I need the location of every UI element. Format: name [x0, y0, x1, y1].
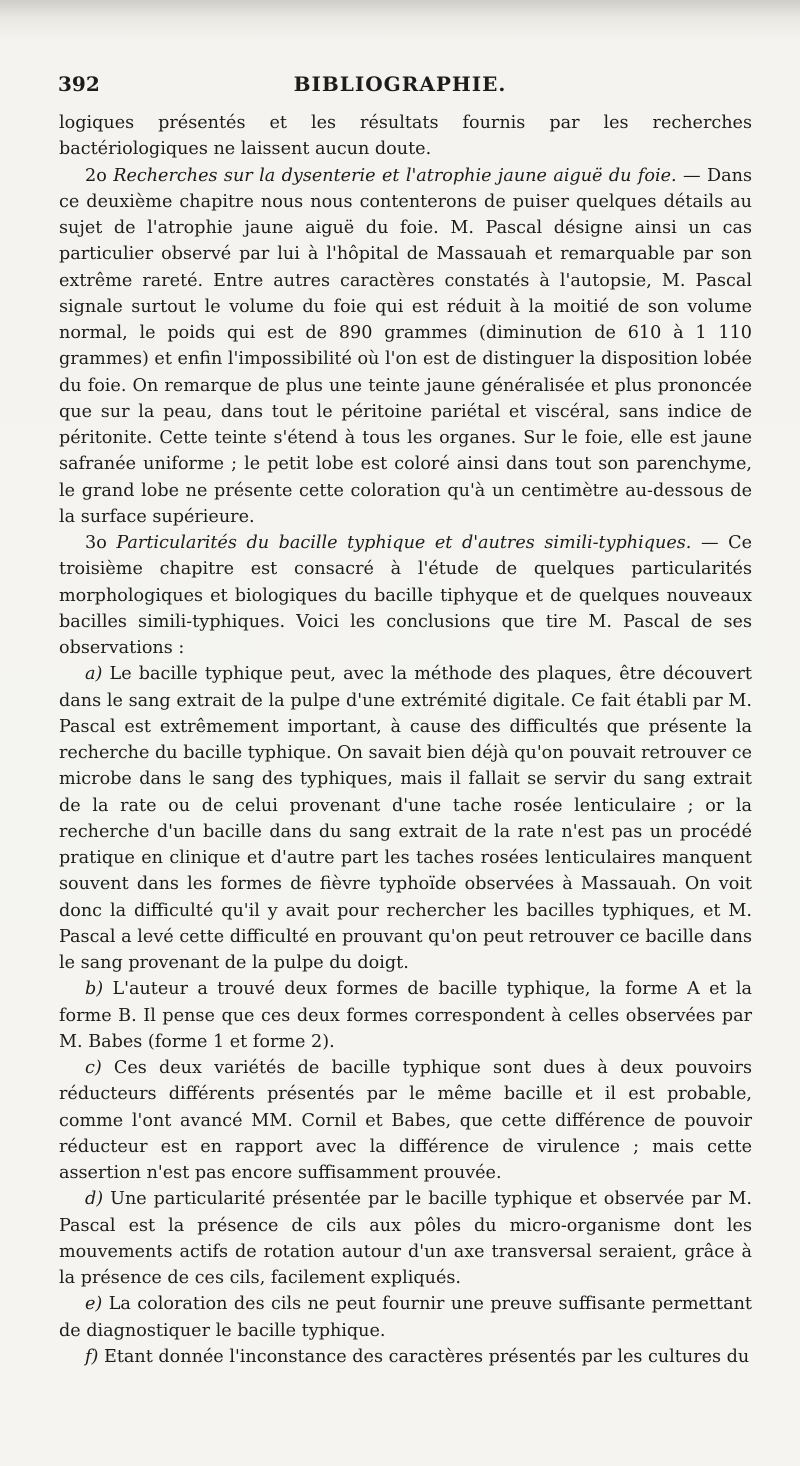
conclusion-a [59, 661, 752, 976]
conclusion-e [59, 1291, 752, 1344]
section-number: 3o [85, 533, 107, 553]
item-text: Le bacille typhique peut, avec la méthode des plaques, être découvert dans le sang extrait de la pulpe d'une extrémité digitale. Ce fait établi par M. Pascal est extrêmement important, à cause des difficultés que présente la recherche du bacille typhique. On savait bien déjà qu'on pouvait retrouver ce microbe dans le sang des typhiques, mais il fallait se servir du sang extrait de la rate ou de celui provenant d'une tache rosée lenticulaire ; or la recherche d'un bacille dans du sang extrait de la rate n'est pas un procédé pratique en clinique et d'autre part les taches rosées lenticulaires manquent souvent dans les formes de fièvre typhoïde observées à Massauah. On voit donc la difficulté qu'il y avait pour rechercher les bacilles typhiques, et M. Pascal a levé cette difficulté en prouvant qu'on peut retrouver ce bacille dans le sang provenant de la pulpe du doigt. [59, 664, 752, 973]
item-text: Etant donnée l'inconstance des caractères présentés par les cultures du [98, 1346, 750, 1367]
section-text: — Ce troisième chapitre est consacré à l'étude de quelques particularités morphologiques et biologiques du bacille tiphyque et de quelques nouveaux bacilles simili-typhiques. Voici les conclusions que tire M. Pascal de ses observations : [59, 533, 753, 658]
item-letter: a) [85, 664, 103, 685]
item-text: Ces deux variétés de bacille typhique sont dues à deux pouvoirs réducteurs différents présentés par le même bacille et il est probable, comme l'ont avancé MM. Cornil et Babes, que cette différence de pouvoir réducteur est en rapport avec la différence de virulence ; mais cette assertion n'est pas encore suffisamment prouvée. [59, 1058, 752, 1183]
item-text: Une particularité présentée par le bacille typhique et observée par M. Pascal est la présence de cils aux pôles du micro-organisme dont les mouvements actifs de rotation autour d'un axe transversal seraient, grâce à la présence de ces cils, facilement expliqués. [59, 1189, 752, 1288]
section-bacille-typhique [59, 530, 752, 661]
conclusion-b [59, 976, 752, 1055]
section-heading: Particularités du bacille typhique et d'autres simili-typhiques. [116, 533, 692, 553]
paragraph-continuation: logiques présentés et les résultats fournis par les recherches bactériologiques ne laissent aucun doute. [59, 113, 752, 160]
page-number: 392 [58, 72, 100, 96]
item-letter: d) [85, 1189, 104, 1210]
item-letter: b) [85, 979, 104, 1000]
section-dysenterie [59, 163, 752, 531]
item-text: L'auteur a trouvé deux formes de bacille typhique, la forme A et la forme B. Il pense que ces deux formes correspondent à celles observées par M. Babes (forme 1 et forme 2). [59, 979, 752, 1052]
item-letter: c) [85, 1058, 102, 1078]
conclusion-d [59, 1186, 752, 1291]
item-letter: e) [85, 1294, 103, 1315]
item-letter: f) [85, 1346, 99, 1367]
conclusion-f [59, 1344, 752, 1370]
page-header [58, 72, 742, 104]
running-title: BIBLIOGRAPHIE. [293, 72, 507, 96]
body-text [59, 110, 752, 1370]
section-text: — Dans ce deuxième chapitre nous nous contenterons de puiser quelques détails au sujet de l'atrophie jaune aiguë du foie. M. Pascal désigne ainsi un cas particulier observé par lui à l'hôpital de Massauah et remarquable par son extrême rareté. Entre autres caractères constatés à l'autopsie, M. Pascal signale surtout le volume du foie qui est réduit à la moitié de son volume normal, le poids qui est de 890 grammes (diminution de 610 à 1 110 grammes) et enfin l'impossibilité où l'on est de distinguer la disposition lobée du foie. On remarque de plus une teinte jaune généralisée et plus prononcée que sur la peau, dans tout le péritoine pariétal et viscéral, sans indice de péritonite. Cette teinte s'étend à tous les organes. Sur le foie, elle est jaune safranée uniforme ; le petit lobe est coloré ainsi dans tout son parenchyme, le grand lobe ne présente cette coloration qu'à un centimètre au-dessous de la surface supérieure. [59, 165, 753, 527]
section-heading: Recherches sur la dysenterie et l'atrophie jaune aiguë du foie. [113, 165, 677, 186]
section-number: 2o [85, 165, 107, 186]
item-text: La coloration des cils ne peut fournir une preuve suffisante permettant de diagnostiquer le bacille typhique. [59, 1294, 752, 1341]
conclusion-c [59, 1055, 752, 1186]
